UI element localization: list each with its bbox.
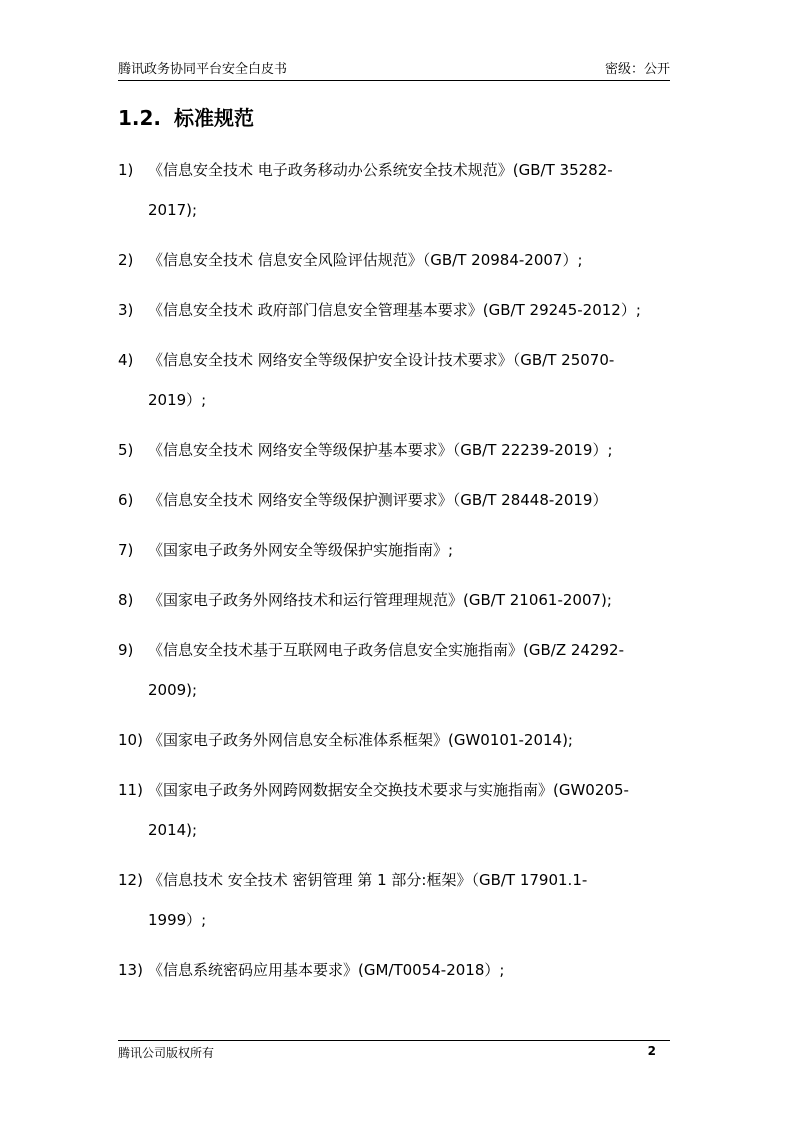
- list-item: [118, 580, 678, 620]
- list-item-number: 10): [118, 731, 143, 749]
- list-item: [118, 950, 678, 990]
- list-item-text: 《国家电子政务外网信息安全标准体系框架》(GW0101-2014);: [148, 731, 573, 749]
- list-item-text: 《信息安全技术 网络安全等级保护安全设计技术要求》（GB/T 25070-: [148, 351, 615, 369]
- page-footer: [118, 1040, 670, 1061]
- list-item-number: 6): [118, 491, 134, 509]
- list-item-text: 《信息安全技术 电子政务移动办公系统安全技术规范》(GB/T 35282-: [148, 161, 613, 179]
- list-item: [118, 240, 678, 280]
- list-item-text: 《国家电子政务外网安全等级保护实施指南》;: [148, 541, 454, 559]
- list-item-text-continued: 1999）;: [148, 911, 207, 929]
- list-item-text: 《信息系统密码应用基本要求》(GM/T0054-2018）;: [148, 961, 505, 979]
- list-item: [118, 860, 678, 940]
- list-item: [118, 770, 678, 850]
- section-number: 1.2.: [118, 106, 162, 130]
- list-item: [118, 290, 678, 330]
- list-item-text: 《信息安全技术 政府部门信息安全管理基本要求》(GB/T 29245-2012）;: [148, 301, 641, 319]
- list-item: [118, 430, 678, 470]
- list-item-text: 《国家电子政务外网络技术和运行管理理规范》(GB/T 21061-2007);: [148, 591, 612, 609]
- list-item-number: 7): [118, 541, 134, 559]
- reference-list: [118, 150, 678, 1000]
- list-item-text-continued: 2014);: [148, 821, 198, 839]
- copyright-text: 腾讯公司版权所有: [118, 1046, 215, 1060]
- section-heading: [118, 102, 254, 131]
- list-item-number: 12): [118, 871, 143, 889]
- section-title: 标准规范: [174, 106, 254, 130]
- list-item-text: 《信息安全技术基于互联网电子政务信息安全实施指南》(GB/Z 24292-: [148, 641, 624, 659]
- list-item-text: 《信息安全技术 网络安全等级保护基本要求》（GB/T 22239-2019）;: [148, 441, 613, 459]
- list-item-text: 《信息安全技术 网络安全等级保护测评要求》（GB/T 28448-2019）: [148, 491, 608, 509]
- list-item-number: 4): [118, 351, 134, 369]
- list-item: [118, 480, 678, 520]
- list-item-number: 3): [118, 301, 134, 319]
- page-number: 2: [647, 1044, 656, 1058]
- list-item-number: 8): [118, 591, 134, 609]
- list-item-text-continued: 2009);: [148, 681, 198, 699]
- list-item-text: 《信息安全技术 信息安全风险评估规范》（GB/T 20984-2007）;: [148, 251, 583, 269]
- list-item-number: 1): [118, 161, 134, 179]
- list-item-number: 9): [118, 641, 134, 659]
- list-item-number: 2): [118, 251, 134, 269]
- list-item: [118, 530, 678, 570]
- list-item: [118, 720, 678, 760]
- list-item-number: 5): [118, 441, 134, 459]
- page-header: [118, 54, 670, 81]
- list-item: [118, 340, 678, 420]
- list-item-number: 13): [118, 961, 143, 979]
- header-title: 腾讯政务协同平台安全白皮书: [118, 62, 288, 77]
- list-item: [118, 630, 678, 710]
- list-item-number: 11): [118, 781, 143, 799]
- list-item-text-continued: 2019）;: [148, 391, 207, 409]
- list-item: [118, 150, 678, 230]
- list-item-text: 《国家电子政务外网跨网数据安全交换技术要求与实施指南》(GW0205-: [148, 781, 629, 799]
- classification-label: 密级：公开: [604, 62, 670, 77]
- list-item-text-continued: 2017);: [148, 201, 198, 219]
- list-item-text: 《信息技术 安全技术 密钥管理 第 1 部分:框架》（GB/T 17901.1-: [148, 871, 588, 889]
